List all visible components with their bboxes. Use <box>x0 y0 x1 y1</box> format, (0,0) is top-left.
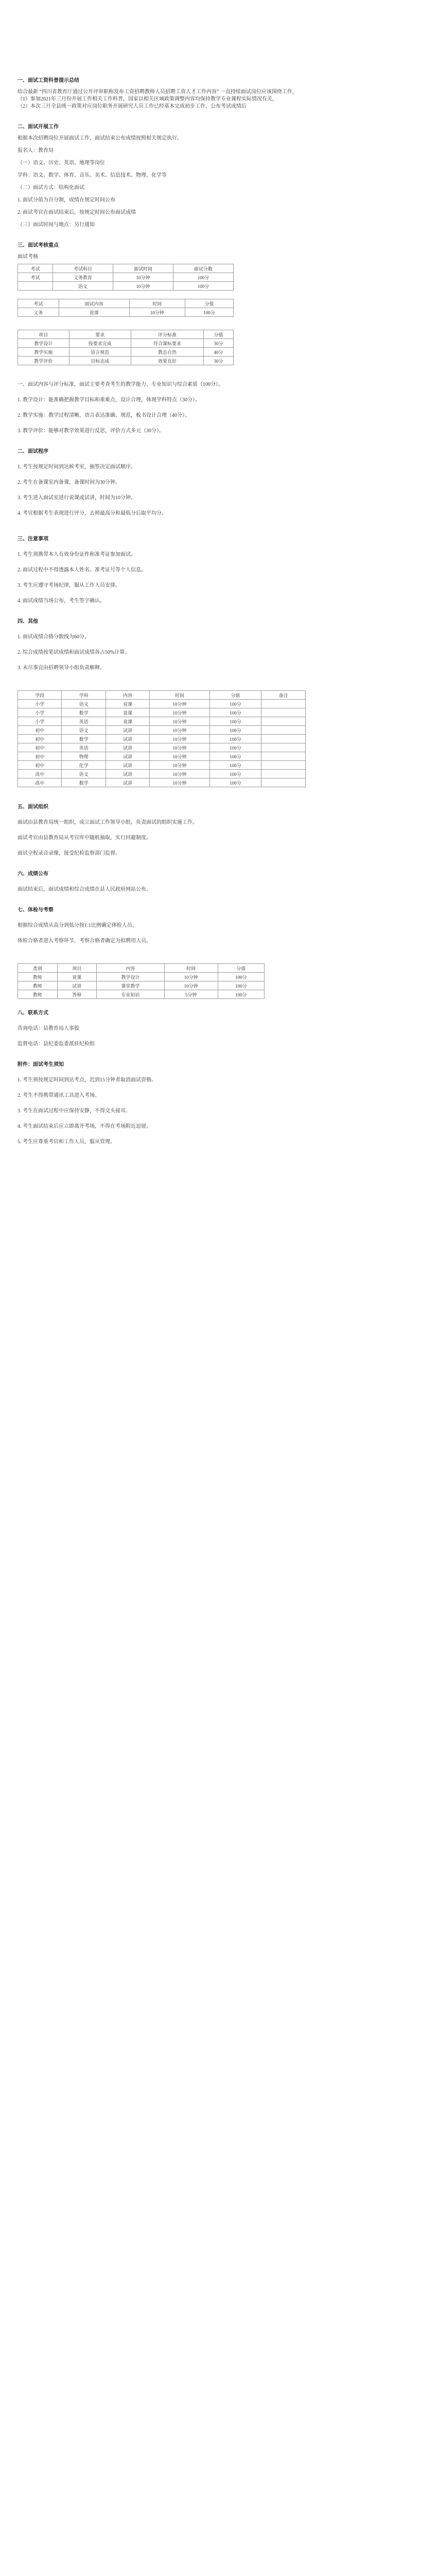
table-header: 面试分数 <box>173 264 234 273</box>
table-row <box>18 308 234 317</box>
table-cell: 100分 <box>173 273 234 282</box>
table-cell: 10分钟 <box>150 708 209 717</box>
body-line: 1. 考生须按规定时间到达考点，迟到15分钟者取消面试资格。 <box>17 1077 156 1083</box>
table-cell: 按要求完成 <box>69 339 131 348</box>
section2-heading: 二、面试开展工作 <box>17 124 59 130</box>
body-heading: 三、注意事项 <box>17 536 48 542</box>
section3-sub: 面试考核 <box>17 254 38 260</box>
table-cell <box>261 752 306 761</box>
table-cell: 教态自然 <box>131 348 203 357</box>
list-item: 2. 面试考官在面试结束后，按规定时间公布面试成绩 <box>17 210 136 215</box>
table-cell: 符合课标要求 <box>131 339 203 348</box>
table-cell: 效果良好 <box>131 357 203 365</box>
list-item: （三）面试时间与地点：另行通知 <box>17 222 95 228</box>
table-cell: 初中 <box>18 735 62 743</box>
table-cell: 语文 <box>62 700 106 708</box>
body-line: 3. 未尽事宜由招聘领导小组负责解释。 <box>17 665 105 671</box>
table-cell <box>261 717 306 726</box>
body-heading: 七、体检与考察 <box>17 907 54 913</box>
body-line: 4. 考生面试结束后应立即离开考场，不得在考场附近逗留。 <box>17 1124 151 1129</box>
table-cell: 语言规范 <box>69 348 131 357</box>
section1-heading: 一、面试工资科普提示总结 <box>17 78 79 83</box>
table-cell: 试讲 <box>106 726 149 735</box>
list-item: 报名人：教育局 <box>17 148 54 154</box>
body-line: 一、面试内容与评分标准，面试主要考查考生的教学能力、专业知识与综合素质（100分）。 <box>17 382 223 387</box>
table-cell <box>261 761 306 770</box>
list-item: （二）面试方式：结构化面试 <box>17 185 84 191</box>
body-heading: 附件：面试考生须知 <box>17 1062 64 1067</box>
table-cell: 100分 <box>218 990 264 999</box>
body-line: 监督电话：县纪委监委派驻纪检组 <box>17 1041 95 1047</box>
table-row <box>18 357 234 365</box>
table-cell: 10分钟 <box>150 743 209 752</box>
table-cell <box>261 735 306 743</box>
table-header: 考试科目 <box>53 264 113 273</box>
body-line: 2. 综合成绩按笔试成绩和面试成绩各占50%计算。 <box>17 650 130 655</box>
body-heading: 六、成绩公布 <box>17 871 48 877</box>
body-line: 1. 面试成绩合格分数线为60分。 <box>17 634 90 640</box>
table-cell: 教师 <box>18 973 58 981</box>
table-cell: 英语 <box>62 717 106 726</box>
table-header: 类别 <box>18 964 58 973</box>
table-cell: 10分钟 <box>113 273 173 282</box>
table-row <box>18 981 265 990</box>
table-header: 考试 <box>18 299 59 308</box>
table-row <box>18 735 306 743</box>
paragraph: 根据本次招聘岗位开展面试工作，面试结束公布成绩按照相关规定执行。 <box>17 135 182 141</box>
table-cell: 10分钟 <box>150 726 209 735</box>
body-line: 面试由县教育局统一组织，成立面试工作领导小组，负责面试的组织实施工作。 <box>17 820 198 825</box>
table-row <box>18 717 306 726</box>
table-header: 考试 <box>18 264 53 273</box>
table-row <box>18 770 306 778</box>
subject-table <box>17 690 306 787</box>
table-cell: 100分 <box>218 973 264 981</box>
table-cell <box>261 743 306 752</box>
exam-table-2 <box>17 299 234 317</box>
table-cell: 试讲 <box>106 778 149 787</box>
table-header: 时间 <box>129 299 185 308</box>
table-row <box>18 339 234 348</box>
paragraph: （2）本次三月全县统一政策对应岗位职务开展研究人员工作已经基本完成初步工作，公布考试成绩后 <box>17 104 247 109</box>
body-line: 4. 考官根据考生表现进行评分，去掉最高分和最低分后取平均分。 <box>17 511 167 516</box>
table-header: 时间 <box>164 964 218 973</box>
table-header: 面试时间 <box>113 264 173 273</box>
table-cell: 教师 <box>18 990 58 999</box>
body-line: 2. 考生不得携带通讯工具进入考场。 <box>17 1093 100 1098</box>
table-cell: 100分 <box>185 308 233 317</box>
body-line: 面试结束后，面试成绩和综合成绩在县人民政府网站公布。 <box>17 887 151 892</box>
table-header: 面试内容 <box>59 299 129 308</box>
table-row <box>18 726 306 735</box>
table-cell: 答辩 <box>57 990 97 999</box>
table-cell <box>18 282 53 291</box>
body-line: 面试全程录音录像，接受纪检监察部门监督。 <box>17 851 120 856</box>
table-cell: 说课 <box>57 973 97 981</box>
table-cell: 教学设计 <box>18 339 69 348</box>
requirement-table <box>17 330 234 365</box>
table-cell: 试讲 <box>57 981 97 990</box>
table-cell: 100分 <box>209 761 261 770</box>
table-row <box>18 273 234 282</box>
table-cell <box>261 726 306 735</box>
table-cell: 100分 <box>209 778 261 787</box>
table-header: 分值 <box>204 330 234 339</box>
table-header: 学段 <box>18 691 62 700</box>
body-line: 根据综合成绩从高分到低分按1:1比例确定体检人员。 <box>17 923 137 928</box>
table-cell: 说课 <box>106 717 149 726</box>
table-cell: 数学 <box>62 735 106 743</box>
body-heading: 二、面试程序 <box>17 449 48 454</box>
body-heading: 五、面试组织 <box>17 804 48 810</box>
table-cell: 语文 <box>62 726 106 735</box>
table-row <box>18 348 234 357</box>
table-cell: 100分 <box>218 981 264 990</box>
table-cell: 教师 <box>18 981 58 990</box>
table-cell: 初中 <box>18 743 62 752</box>
table-cell: 物理 <box>62 752 106 761</box>
table-cell: 试讲 <box>106 761 149 770</box>
body-line: 4. 面试成绩当场公布，考生签字确认。 <box>17 598 105 604</box>
table-cell: 100分 <box>209 700 261 708</box>
body-line: 3. 考生进入面试室进行说课或试讲，时间为10分钟。 <box>17 495 136 501</box>
table-cell: 试讲 <box>106 770 149 778</box>
table-cell: 数学 <box>62 778 106 787</box>
table-cell: 课堂教学 <box>97 981 165 990</box>
table-cell: 5分钟 <box>164 990 218 999</box>
exam-table-1 <box>17 264 234 291</box>
table-cell: 小学 <box>18 700 62 708</box>
table-cell: 高中 <box>18 778 62 787</box>
table-cell: 专业知识 <box>97 990 165 999</box>
table-header: 学科 <box>62 691 106 700</box>
table-header: 评分标准 <box>131 330 203 339</box>
list-item: （一）语文、历史、英语、地理等岗位 <box>17 160 105 166</box>
table-cell: 100分 <box>209 752 261 761</box>
table-cell: 试讲 <box>106 735 149 743</box>
table-header: 备注 <box>261 691 306 700</box>
table-cell: 小学 <box>18 717 62 726</box>
table-cell: 100分 <box>209 770 261 778</box>
body-heading: 四、其他 <box>17 619 38 624</box>
table-cell: 教学评价 <box>18 357 69 365</box>
table-cell: 高中 <box>18 770 62 778</box>
table-cell: 30分 <box>204 339 234 348</box>
body-line: 2. 教学实施：教学过程清晰，语言表达准确、规范，板书设计合理（40分）。 <box>17 413 190 418</box>
body-line: 2. 考生在备课室内备课，备课时间为30分钟。 <box>17 480 120 485</box>
table-cell: 100分 <box>209 708 261 717</box>
paragraph: 结合最新 “四川省教育厅通过公开评审职称发布工资招聘教师人员招聘工资人才工作内容” 一直持续面试岗位应该围绕工作， <box>17 89 297 95</box>
table-header: 项目 <box>57 964 97 973</box>
table-cell: 100分 <box>209 735 261 743</box>
table-header: 时间 <box>150 691 209 700</box>
list-item: 1. 面试分值为百分制，成绩在规定时间公布 <box>17 197 115 203</box>
table-header: 内容 <box>97 964 165 973</box>
table-cell: 40分 <box>204 348 234 357</box>
body-line: 3. 考生在面试过程中应保持安静，不得交头接耳。 <box>17 1108 131 1114</box>
body-line: 咨询电话：县教育局人事股 <box>17 1026 79 1031</box>
final-table <box>17 963 265 999</box>
table-header: 分值 <box>185 299 233 308</box>
table-cell: 10分钟 <box>129 308 185 317</box>
table-cell: 初中 <box>18 726 62 735</box>
table-header: 内容 <box>106 691 149 700</box>
table-row <box>18 700 306 708</box>
table-row <box>18 743 306 752</box>
table-header: 分值 <box>209 691 261 700</box>
table-row <box>18 761 306 770</box>
table-row <box>18 752 306 761</box>
body-line: 3. 教学评价：能够对教学效果进行反思，评价方式多元（30分）。 <box>17 428 164 434</box>
table-cell <box>261 778 306 787</box>
body-line: 2. 面试过程中不得透露本人姓名、准考证号等个人信息。 <box>17 567 146 573</box>
table-cell: 初中 <box>18 752 62 761</box>
body-line: 1. 教学设计：能准确把握教学目标和重难点，设计合理，体现学科特点（30分）。 <box>17 397 200 403</box>
table-cell: 10分钟 <box>150 735 209 743</box>
table-cell: 30分 <box>204 357 234 365</box>
table-cell: 小学 <box>18 708 62 717</box>
table-cell: 100分 <box>173 282 234 291</box>
table-cell: 初中 <box>18 761 62 770</box>
table-cell: 100分 <box>209 743 261 752</box>
table-cell: 试讲 <box>106 743 149 752</box>
table-row <box>18 778 306 787</box>
table-cell: 语文 <box>62 770 106 778</box>
table-cell: 教学设计 <box>97 973 165 981</box>
table-row <box>18 973 265 981</box>
table-cell: 100分 <box>209 717 261 726</box>
table-cell: 10分钟 <box>164 973 218 981</box>
table-cell: 10分钟 <box>150 761 209 770</box>
table-cell: 说课 <box>106 700 149 708</box>
table-cell: 目标达成 <box>69 357 131 365</box>
table-cell: 10分钟 <box>113 282 173 291</box>
table-cell: 10分钟 <box>150 700 209 708</box>
body-line: 5. 考生应尊重考官和工作人员，服从管理。 <box>17 1139 115 1145</box>
table-cell: 说课 <box>106 708 149 717</box>
table-cell: 英语 <box>62 743 106 752</box>
table-cell: 10分钟 <box>150 717 209 726</box>
table-cell: 10分钟 <box>150 778 209 787</box>
body-heading: 八、联系方式 <box>17 1010 48 1016</box>
table-header: 项目 <box>18 330 69 339</box>
list-item: 学科：语文、数学、体育、音乐、美术、信息技术、物理、化学等 <box>17 173 167 178</box>
table-cell <box>261 708 306 717</box>
table-row <box>18 708 306 717</box>
table-cell: 数学 <box>62 708 106 717</box>
table-row <box>18 282 234 291</box>
table-cell: 语文 <box>53 282 113 291</box>
table-cell: 教学实施 <box>18 348 69 357</box>
table-row <box>18 990 265 999</box>
table-cell: 义务 <box>18 308 59 317</box>
body-line: 体检合格者进入考察环节，考察合格者确定为拟聘用人员。 <box>17 938 151 944</box>
table-cell: 10分钟 <box>150 770 209 778</box>
table-cell <box>261 700 306 708</box>
section3-heading: 三、面试考核重点 <box>17 243 59 248</box>
table-cell: 10分钟 <box>164 981 218 990</box>
table-cell: 100分 <box>209 726 261 735</box>
body-line: 面试考官由县教育局从考官库中随机抽取，实行回避制度。 <box>17 835 151 841</box>
table-cell: 试讲 <box>106 752 149 761</box>
table-cell: 考试 <box>18 273 53 282</box>
body-line: 1. 考生须携带本人有效身份证件和准考证参加面试。 <box>17 552 136 557</box>
table-cell: 10分钟 <box>150 752 209 761</box>
table-header: 分值 <box>218 964 264 973</box>
table-cell: 化学 <box>62 761 106 770</box>
table-header: 要求 <box>69 330 131 339</box>
table-cell: 说课 <box>59 308 129 317</box>
body-line: 1. 考生按规定时间到达候考室，抽签决定面试顺序。 <box>17 464 136 470</box>
body-line: 3. 考生应遵守考场纪律，服从工作人员安排。 <box>17 583 120 588</box>
paragraph: （1）参加2021年三月份开展工作相关工作科普，国家以相关区域政策调整内容均保持教学专业课程实际情况有关， <box>17 96 277 102</box>
table-cell <box>261 770 306 778</box>
table-cell: 义务教育 <box>53 273 113 282</box>
